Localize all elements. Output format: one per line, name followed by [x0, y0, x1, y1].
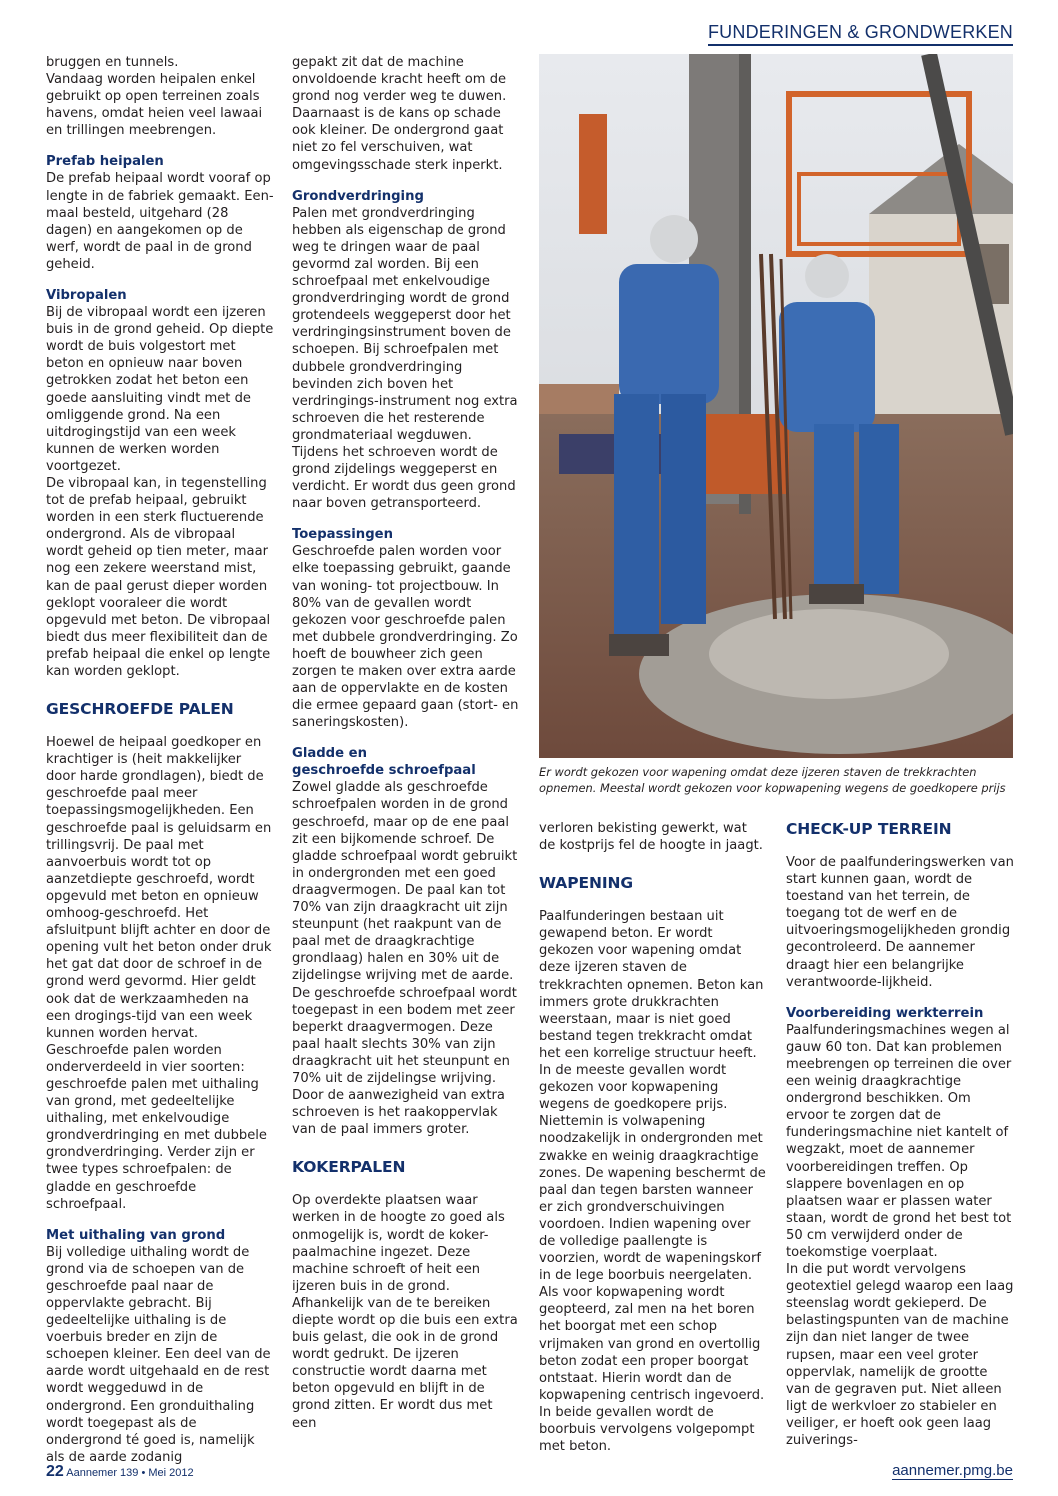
- paragraph: Hoewel de heipaal goedkoper en krachtiger is (heit makkelijker door harde grondlagen), biedt de geschroefde paal meer toepassingsmogelijkheden. Een geschroefde paal is geluidsarm en trillingsvrij. De paal met aanvoerbuis wordt tot op aanzetdiepte geschroefd, wordt opgevuld met beton en opnieuw omhoog-geschroefd. Het afsluitpunt blijft achter en door de opening vult het beton onder druk het gat dat door de schroef in de grond werd gevormd. Hier geldt ook dat de werkzaamheden na een drogings-tijd van een week kunnen worden hervat.: [46, 735, 272, 1041]
- subheading-voorbereiding: Voorbereiding werkterrein: [786, 1005, 984, 1021]
- subheading-uithaling: Met uithaling van grond: [46, 1227, 226, 1243]
- section-header: FUNDERINGEN & GRONDWERKEN: [708, 22, 1013, 46]
- paragraph: Bij volledige uithaling wordt de grond via de schoepen van de geschroefde paal naar de oppervlakte gebracht. Bij gedeeltelijke uithaling is de voerbuis breder en zijn de schoepen kleiner. Een deel van de aarde wordt uitgehaald en de rest wordt weggeduwd in de ondergrond. Een gronduithaling wordt toegepast als de ondergrond té goed is, namelijk als de aarde zodanig: [46, 1244, 271, 1465]
- paragraph: Palen met grondverdringing hebben als eigenschap de grond weg te dringen waar de paal gevormd zal worden. Bij een schroefpaal met enkelvoudige grondverdringing wordt de grond grotendeels weggeperst door het verdringingsinstrument boven de schoepen. Bij schroefpalen met dubbele grondverdringing bevinden zich boven het verdringings-instrument nog extra schroeven die het resterende grondmateriaal wegduwen. Tijdens het schroeven wordt de grond zijdelings weggeperst en verdicht. Er wordt dus geen grond naar boven getransporteerd.: [292, 205, 518, 512]
- page-number: 22: [46, 1463, 64, 1480]
- paragraph: gepakt zit dat de machine onvoldoende kracht heeft om de grond nog verder weg te duwen. Daarnaast is de kans op schade ook kleiner. De ondergrond gaat niet zo fel verschuiven, wat omgevingsschade sterk inperkt.: [292, 55, 507, 173]
- paragraph: Voor de paalfunderingswerken van start kunnen gaan, wordt de toestand van het terrein, de toegang tot de werf en de uitvoeringsmogelijkheden grondig gecontroleerd. De aannemer draagt hier een belangrijke verantwoorde-lijkheid.: [786, 855, 1014, 990]
- heading-wapening: WAPENING: [539, 874, 633, 893]
- paragraph: De vibropaal kan, in tegenstelling tot de prefab heipaal, gebruikt worden in een sterk fluctuerende ondergrond. Als de vibropaal wordt geheid op tien meter, maar nog een zekere weerstand mist, kan de paal gerust dieper worden geklopt vooraleer die wordt opgevuld met beton. De vibropaal biedt dus meer flexibiliteit dan de prefab heipaal die enkel op lengte kan worden geklopt.: [46, 475, 271, 679]
- photo-piling-workers: [539, 54, 1013, 758]
- subheading-gladde: [292, 745, 520, 779]
- photo-caption: Er wordt gekozen voor wapening omdat deze ijzeren staven de trekkrachten opnemen. Meestal wordt gekozen voor kopwapening wegens de goedkopere prijs: [539, 765, 1006, 795]
- heading-geschroefde-palen: GESCHROEFDE PALEN: [46, 700, 234, 719]
- paragraph: verloren bekisting gewerkt, wat de kostprijs fel de hoogte in jaagt.: [539, 821, 763, 854]
- subheading-toepassingen: Toepassingen: [292, 527, 393, 543]
- subheading-line: geschroefde schroefpaal: [292, 763, 476, 779]
- paragraph: De prefab heipaal wordt vooraf op lengte in de fabriek gemaakt. Een-maal besteld, uitgehard (28 dagen) en aangekomen op de werf, wordt de paal in de grond geheid.: [46, 171, 274, 272]
- issue-info: Aannemer 139 • Mei 2012: [66, 1467, 194, 1479]
- column-2: [292, 54, 520, 1432]
- paragraph: bruggen en tunnels. Vandaag worden heipalen enkel gebruikt op open terreinen zoals havens, omdat heien veel lawaai en trillingen meebrengen.: [46, 55, 263, 139]
- column-1: [46, 54, 274, 1466]
- subheading-prefab: Prefab heipalen: [46, 154, 164, 170]
- subheading-grondverdringing: Grondverdringing: [292, 188, 424, 204]
- heading-kokerpalen: KOKERPALEN: [292, 1158, 406, 1177]
- subheading-vibropalen: Vibropalen: [46, 288, 127, 304]
- footer-url-link[interactable]: aannemer.pmg.be: [892, 1462, 1013, 1479]
- footer-issue: [46, 1463, 194, 1481]
- paragraph: Op overdekte plaatsen waar werken in de hoogte zo goed als onmogelijk is, wordt de koker-paalmachine ingezet. Deze machine schroeft of heit een ijzeren buis in de grond. Afhankelijk van de te bereiken diepte wordt op die buis een extra buis gelast, die ook in de grond wordt gedrukt. De ijzeren constructie wordt daarna met beton opgevuld en blijft in de grond zitten. Er wordt dus met een: [292, 1193, 518, 1431]
- column-4: [786, 820, 1014, 1449]
- paragraph: Geschroefde palen worden onderverdeeld in vier soorten: geschroefde palen met uithaling van grond, met gedeeltelijke uithaling, met enkelvoudige grondverdringing en met dubbele grondverdringing. Verder zijn er twee types schroefpalen: de gladde en geschroefde schroefpaal.: [46, 1042, 267, 1212]
- column-3: [539, 820, 767, 1455]
- paragraph: Geschroefde palen worden voor elke toepassing gebruikt, gaande van woning- tot projectbouw. In 80% van de gevallen wordt gekozen voor geschroefde palen met dubbele grondverdringing. Zo hoeft de bouwheer zich geen zorgen te maken over extra aarde aan de oppervlakte en de kosten die ermee gepaard gaan (stort- en saneringskosten).: [292, 544, 519, 731]
- paragraph: Bij de vibropaal wordt een ijzeren buis in de grond geheid. Op diepte wordt de buis volgestort met beton en opnieuw naar boven getrokken zodat het beton een goede aansluiting vindt met de omliggende grond. Na een uitdrogingstijd van een week kunnen de werken worden voortgezet.: [46, 305, 274, 474]
- paragraph: Zowel gladde als geschroefde schroefpalen worden in de grond geschroefd, maar op de ene paal zit een bijkomende schroef. De gladde schroefpaal wordt gebruikt in ondergronden met een goed draagvermogen. De paal kan tot 70% van zijn draagkracht uit zijn steunpunt (het raakpunt van de paal met de draagkrachtige grondlaag) halen en 30% uit de zijdelingse wrijving met de aarde. De geschroefde schroefpaal wordt toegepast in een bodem met zeer beperkt draagvermogen. Deze paal haalt slechts 30% van zijn draagkracht uit het steunpunt en 70% uit de zijdelingse wrijving. Door de aanwezigheid van extra schroeven is het raakoppervlak van de paal immers groter.: [292, 780, 518, 1138]
- paragraph: Paalfunderingsmachines wegen al gauw 60 ton. Dat kan problemen meebrengen op terreinen die over een weinig draagkrachtige ondergrond beschikken. Om ervoor te zorgen dat de funderingsmachine niet kantelt of wegzakt, moet de aannemer voorbereidingen treffen. Op slappere bovenlagen en op plaatsen waar er plassen water staan, wordt de grond het best tot 50 cm verwijderd onder de toekomstige voerplaat.: [786, 1022, 1012, 1260]
- paragraph: In die put wordt vervolgens geotextiel gelegd waarop een laag steenslag wordt gekieperd. De belastingspunten van de machine zijn dan niet langer de twee rupsen, maar een veel groter oppervlak, namelijk de grootte van de gegraven put. Niet alleen ligt de werkvloer zo stabieler en veiliger, er hoeft ook geen laag zuiverings-: [786, 1262, 1014, 1448]
- heading-check-up-terrein: CHECK-UP TERREIN: [786, 820, 952, 838]
- paragraph: Paalfunderingen bestaan uit gewapend beton. Er wordt gekozen voor wapening omdat deze ijzeren staven de trekkrachten opnemen. Beton kan immers grote drukkrachten weerstaan, maar is niet goed bestand tegen trekkracht omdat het een korrelige structuur heeft. In de meeste gevallen wordt gekozen voor kopwapening wegens de goedkopere prijs. Niettemin is volwapening noodzakelijk in ondergronden met zwakke en weinig draagkrachtige zones. De wapening beschermt de paal dan tegen barsten wanneer er zich grondverschuivingen voordoen. Indien wapening over de volledige paallengte is voorzien, wordt de wapeningskorf in de lege boorbuis neergelaten. Als voor kopwapening wordt geopteerd, zal men na het boren het boorgat met een schop vrijmaken van grond en overtollig beton zodat een proper boorgat ontstaat. Hierin wordt dan de kopwapening centrisch ingevoerd. In beide gevallen wordt de boorbuis vervolgens volgepompt met beton.: [539, 909, 766, 1455]
- subheading-line: Gladde en: [292, 746, 367, 762]
